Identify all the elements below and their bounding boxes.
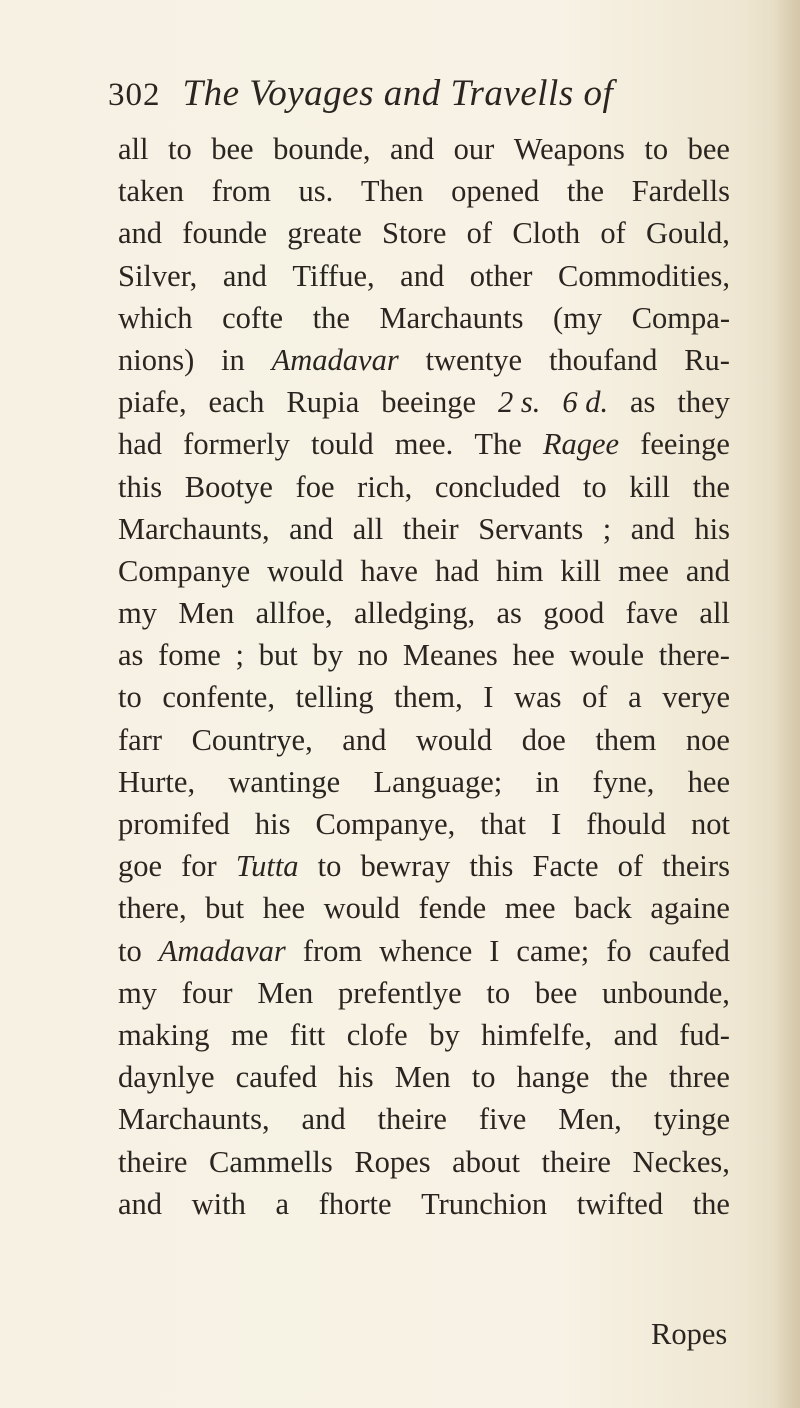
word: caufed xyxy=(235,1060,317,1095)
word: bee xyxy=(687,132,730,166)
word: Ragee xyxy=(542,427,620,462)
word: taken xyxy=(118,174,185,209)
page-edge-shadow xyxy=(774,0,800,1408)
word: there- xyxy=(658,638,730,673)
word: verye xyxy=(662,680,730,715)
word: us. xyxy=(298,174,334,209)
word: prefentlye xyxy=(338,975,462,1010)
word: me xyxy=(230,1017,269,1052)
word: was xyxy=(514,680,562,715)
word: Amadavar xyxy=(158,933,286,968)
word: and xyxy=(400,258,445,293)
word: about xyxy=(452,1144,520,1179)
word: hee xyxy=(262,891,306,926)
word: Servants xyxy=(478,511,584,546)
word: fome xyxy=(158,638,221,673)
word: Rupia xyxy=(286,385,360,420)
text-line xyxy=(118,1141,730,1183)
word: Men, xyxy=(558,1102,622,1137)
word: theire xyxy=(377,1102,447,1137)
text-line xyxy=(118,1183,730,1225)
word: him xyxy=(495,553,544,588)
word: fyne, xyxy=(592,764,655,799)
text-line xyxy=(118,128,730,170)
text-line xyxy=(118,972,730,1014)
word: came; xyxy=(516,933,590,968)
word: our xyxy=(453,132,495,166)
word: of xyxy=(582,680,608,715)
text-line xyxy=(118,297,730,339)
word: tould xyxy=(310,427,374,462)
word: twentye xyxy=(425,342,523,377)
word: the xyxy=(312,300,350,335)
word: theire xyxy=(541,1144,611,1179)
word: opened xyxy=(451,174,540,209)
text-line xyxy=(118,339,730,381)
word: three xyxy=(668,1060,730,1095)
word: to xyxy=(118,933,142,968)
word: and xyxy=(118,216,163,251)
text-line xyxy=(118,255,730,297)
word: that xyxy=(480,807,527,841)
word: kill xyxy=(560,553,602,588)
word: Facte xyxy=(532,849,599,884)
text-line xyxy=(118,930,730,972)
text-line xyxy=(118,170,730,212)
word: formerly xyxy=(183,427,290,462)
word: them xyxy=(595,722,657,757)
word: have xyxy=(360,553,418,588)
word: to xyxy=(644,132,669,166)
text-line xyxy=(118,1014,730,1056)
word: the xyxy=(566,174,605,209)
word: they xyxy=(677,385,730,420)
word: by xyxy=(429,1017,460,1052)
word: all xyxy=(699,596,730,631)
word: had xyxy=(434,553,479,588)
word: good xyxy=(543,596,605,631)
word: would xyxy=(267,553,344,588)
word: againe xyxy=(650,891,730,926)
word: of xyxy=(600,216,626,251)
word: Commodities, xyxy=(557,258,730,293)
word: greate xyxy=(287,216,362,251)
word: mee. xyxy=(394,427,454,462)
word: goe xyxy=(118,849,163,884)
word: and xyxy=(289,511,334,546)
word: from xyxy=(302,933,363,968)
word: woule xyxy=(569,638,645,673)
word: allfoe, xyxy=(255,596,333,631)
word: not xyxy=(690,807,730,841)
word: by xyxy=(312,638,343,673)
page-header xyxy=(108,72,613,122)
word: making xyxy=(118,1017,210,1052)
word: himfelfe, xyxy=(481,1017,593,1052)
word: Countrye, xyxy=(191,722,313,757)
body-text xyxy=(118,128,730,1225)
word: Marchaunts, xyxy=(118,511,270,546)
text-line xyxy=(118,212,730,254)
word: I xyxy=(551,807,562,841)
word: Store xyxy=(382,216,447,251)
word: bounde, xyxy=(273,132,371,166)
word: ; xyxy=(602,511,612,546)
text-line xyxy=(118,719,730,761)
text-line xyxy=(118,592,730,634)
word: his xyxy=(254,807,291,841)
text-line xyxy=(118,803,730,845)
word: but xyxy=(258,638,298,673)
word: tyinge xyxy=(653,1102,730,1137)
word: Bootye xyxy=(184,469,273,504)
word: to xyxy=(486,975,511,1010)
word: them, xyxy=(394,680,463,715)
word: bee xyxy=(211,132,254,166)
word: my xyxy=(118,975,157,1010)
word: all xyxy=(352,511,384,546)
word: bee xyxy=(534,975,578,1010)
word: the xyxy=(692,469,730,504)
word: Cloth xyxy=(512,216,581,251)
word: and xyxy=(222,258,267,293)
word: wantinge xyxy=(228,764,341,799)
word: Hurte, xyxy=(118,764,196,799)
word: all xyxy=(118,132,149,166)
word: hee xyxy=(512,638,555,673)
word: Men xyxy=(178,596,235,631)
word: four xyxy=(181,975,233,1010)
text-line xyxy=(118,508,730,550)
word: in xyxy=(535,764,560,799)
word: hee xyxy=(687,764,730,799)
word: the xyxy=(610,1060,648,1095)
word: of xyxy=(466,216,493,251)
word: Men xyxy=(257,975,314,1010)
word: hange xyxy=(516,1060,590,1095)
word: and xyxy=(118,1186,163,1221)
word: Fardells xyxy=(631,174,730,209)
word: alledging, xyxy=(354,596,476,631)
word: concluded xyxy=(434,469,561,504)
word: Weapons xyxy=(513,132,625,166)
text-line xyxy=(118,1056,730,1098)
word: each xyxy=(208,385,265,420)
word: cofte xyxy=(222,300,284,335)
word: with xyxy=(191,1186,246,1221)
text-line xyxy=(118,845,730,887)
word: a xyxy=(628,680,642,715)
word: Companye, xyxy=(315,807,456,841)
word: doe xyxy=(521,722,566,757)
word: beeinge xyxy=(381,385,477,420)
word: and xyxy=(630,511,675,546)
word: Meanes xyxy=(402,638,498,673)
word: ; xyxy=(235,638,245,673)
word: and xyxy=(613,1017,658,1052)
word: fhorte xyxy=(318,1186,392,1221)
word: to xyxy=(317,849,342,884)
word: and xyxy=(390,132,435,166)
word: Neckes, xyxy=(632,1144,730,1179)
word: from xyxy=(211,174,271,209)
word: as xyxy=(496,596,522,631)
word: Companye xyxy=(118,553,251,588)
word: for xyxy=(181,849,217,884)
word: Marchaunts, xyxy=(118,1102,270,1137)
word: bewray xyxy=(360,849,451,884)
word: whence xyxy=(379,933,473,968)
word: (my xyxy=(553,300,603,335)
word: rich, xyxy=(357,469,413,504)
word: and xyxy=(301,1102,346,1137)
word: my xyxy=(118,596,157,631)
word: their xyxy=(402,511,459,546)
word: Ru- xyxy=(684,342,730,377)
word: founde xyxy=(182,216,267,251)
word: I xyxy=(483,680,494,715)
word: would xyxy=(323,891,400,926)
word: this xyxy=(469,849,514,884)
text-line xyxy=(118,1098,730,1140)
word: his xyxy=(338,1060,374,1095)
word: but xyxy=(205,891,245,926)
word: Silver, xyxy=(118,258,198,293)
word: to xyxy=(118,680,142,715)
word: had xyxy=(118,427,163,462)
word: I xyxy=(489,933,500,968)
text-line xyxy=(118,676,730,718)
word: 2 s. xyxy=(497,385,541,420)
word: which xyxy=(118,300,193,335)
word: foe xyxy=(295,469,335,504)
word: Amadavar xyxy=(271,342,399,377)
word: fud- xyxy=(679,1017,730,1052)
word: noe xyxy=(685,722,730,757)
word: to xyxy=(582,469,607,504)
word: The xyxy=(474,427,522,462)
catchword: Ropes xyxy=(651,1317,728,1351)
word: Ropes xyxy=(354,1144,431,1179)
word: Then xyxy=(360,174,424,209)
text-line xyxy=(118,466,730,508)
text-line xyxy=(118,887,730,929)
word: telling xyxy=(295,680,374,715)
word: 6 d. xyxy=(562,385,609,420)
word: piafe, xyxy=(118,385,187,420)
text-line xyxy=(118,634,730,676)
word: of xyxy=(617,849,644,884)
word: fitt xyxy=(289,1017,326,1052)
word: feeinge xyxy=(640,427,730,462)
word: mee xyxy=(618,553,669,588)
word: farr xyxy=(118,722,163,757)
text-line xyxy=(118,761,730,803)
word: a xyxy=(275,1186,290,1221)
word: daynlye xyxy=(118,1060,215,1095)
word: caufed xyxy=(648,933,730,968)
word: other xyxy=(469,258,533,293)
word: would xyxy=(415,722,493,757)
word: twifted xyxy=(576,1186,664,1221)
word: and xyxy=(685,553,730,588)
word: as xyxy=(118,638,144,673)
word: confente, xyxy=(162,680,275,715)
word: and xyxy=(342,722,387,757)
word: Language; xyxy=(373,764,503,799)
word: Trunchion xyxy=(421,1186,548,1221)
word: the xyxy=(692,1186,730,1221)
word: Tutta xyxy=(235,849,299,884)
text-line xyxy=(118,381,730,423)
word: mee xyxy=(504,891,556,926)
word: five xyxy=(478,1102,527,1137)
word: clofe xyxy=(346,1017,408,1052)
word: Gould, xyxy=(646,216,730,251)
word: thoufand xyxy=(548,342,658,377)
text-line xyxy=(118,550,730,592)
word: Men xyxy=(394,1060,451,1095)
word: Compa- xyxy=(631,300,730,335)
word: fhould xyxy=(586,807,666,841)
word: Cammells xyxy=(209,1144,333,1179)
word: as xyxy=(630,385,656,420)
word: promifed xyxy=(118,807,230,841)
page-number: 302 xyxy=(108,77,161,113)
word: Tiffue, xyxy=(292,258,375,293)
word: to xyxy=(471,1060,496,1095)
word: theirs xyxy=(662,849,730,884)
word: theire xyxy=(118,1144,188,1179)
word: fende xyxy=(418,891,487,926)
word: fo xyxy=(606,933,632,968)
word: no xyxy=(357,638,389,673)
word: to xyxy=(168,132,192,166)
word: in xyxy=(221,342,245,377)
word: his xyxy=(694,511,730,546)
word: there, xyxy=(118,891,187,926)
word: fave xyxy=(625,596,679,631)
text-line xyxy=(118,423,730,465)
word: Marchaunts xyxy=(379,300,524,335)
word: back xyxy=(574,891,632,926)
word: this xyxy=(118,469,163,504)
word: nions) xyxy=(118,342,195,377)
running-head: The Voyages and Travells of xyxy=(182,73,614,114)
word: kill xyxy=(629,469,670,504)
word: unbounde, xyxy=(602,975,730,1010)
